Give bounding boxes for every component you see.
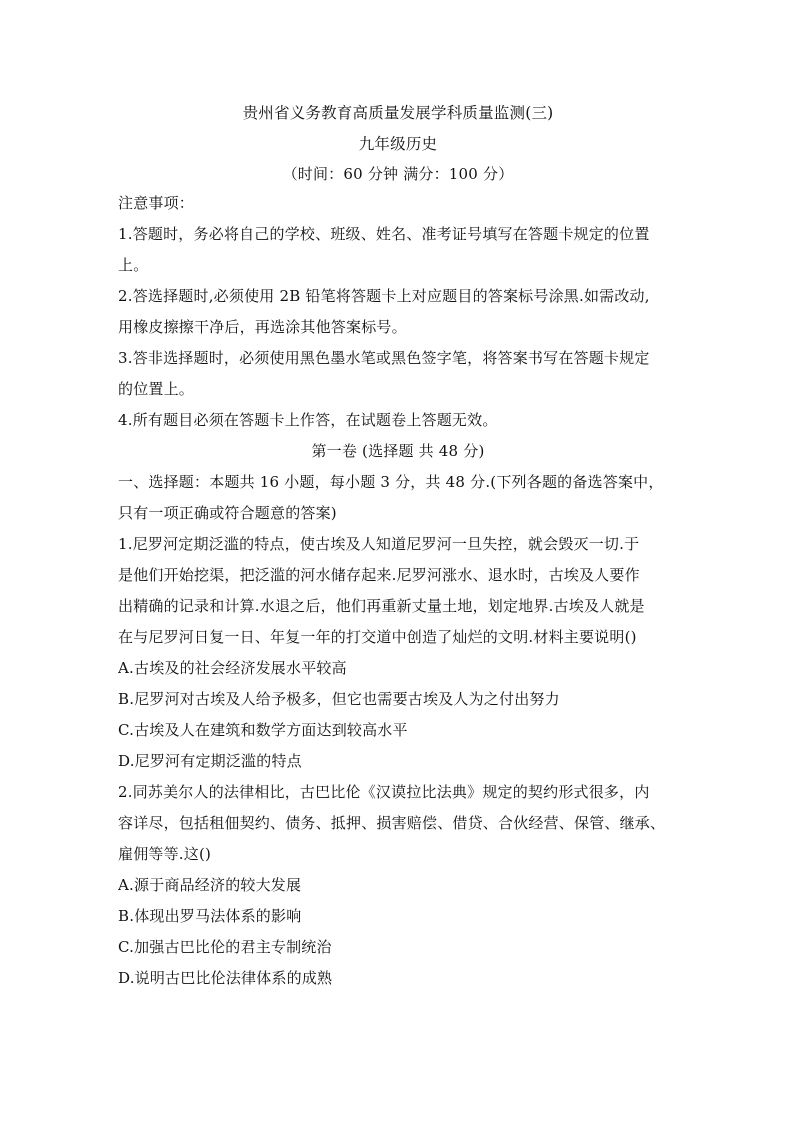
note-line: 1.答题时，务必将自己的学校、班级、姓名、准考证号填写在答题卡规定的位置: [118, 225, 650, 243]
question-stem-line: 2.同苏美尔人的法律相比，古巴比伦《汉谟拉比法典》规定的契约形式很多，内: [118, 783, 650, 801]
exam-title: 贵州省义务教育高质量发展学科质量监测(三): [242, 104, 554, 122]
question-stem-line: 1.尼罗河定期泛滥的特点，使古埃及人知道尼罗河一旦失控，就会毁灭一切.于: [118, 535, 640, 553]
option-d: D.说明古巴比伦法律体系的成熟: [118, 969, 333, 987]
note-line: 的位置上。: [118, 380, 195, 398]
note-line: 4.所有题目必须在答题卡上作答，在试题卷上答题无效。: [118, 411, 498, 429]
exam-time-score: （时间：60 分钟 满分：100 分）: [282, 165, 514, 183]
section-instruction: 只有一项正确或符合题意的答案): [118, 504, 337, 522]
exam-subject: 九年级历史: [358, 135, 438, 153]
question-1: [118, 529, 678, 777]
question-stem-line: 容详尽，包括租佃契约、债务、抵押、损害赔偿、借贷、合伙经营、保管、继承、: [118, 814, 666, 832]
question-2: [118, 777, 678, 994]
note-line: 上。: [118, 256, 149, 274]
exam-page: [118, 98, 678, 994]
notes-section: [118, 188, 678, 436]
question-stem-line: 雇佣等等.这(): [118, 845, 212, 863]
question-stem-line: 出精确的记录和计算.水退之后，他们再重新丈量土地，划定地界.古埃及人就是: [118, 597, 645, 615]
option-c: C.加强古巴比伦的君主专制统治: [118, 938, 332, 956]
notes-heading: 注意事项：: [118, 194, 195, 212]
option-d: D.尼罗河有定期泛滥的特点: [118, 752, 302, 770]
note-line: 3.答非选择题时，必须使用黑色墨水笔或黑色签字笔，将答案书写在答题卡规定: [118, 349, 650, 367]
option-a: A.源于商品经济的较大发展: [118, 876, 302, 894]
option-c: C.古埃及人在建筑和数学方面达到较高水平: [118, 721, 408, 739]
option-b: B.体现出罗马法体系的影响: [118, 907, 302, 925]
note-line: 2.答选择题时,必须使用 2B 铅笔将答题卡上对应题目的答案标号涂黑.如需改动,: [118, 287, 650, 305]
section-instruction: 一、选择题：本题共 16 小题，每小题 3 分，共 48 分.(下列各题的备选答案中，: [118, 473, 664, 491]
question-stem-line: 在与尼罗河日复一日、年复一年的打交道中创造了灿烂的文明.材料主要说明(): [118, 628, 637, 646]
section-title: 第一卷 (选择题 共 48 分): [311, 442, 485, 460]
option-a: A.古埃及的社会经济发展水平较高: [118, 659, 347, 677]
option-b: B.尼罗河对古埃及人给予极多，但它也需要古埃及人为之付出努力: [118, 690, 560, 708]
question-stem-line: 是他们开始挖渠，把泛滥的河水储存起来.尼罗河涨水、退水时，古埃及人要作: [118, 566, 640, 584]
note-line: 用橡皮擦擦干净后，再选涂其他答案标号。: [118, 318, 407, 336]
